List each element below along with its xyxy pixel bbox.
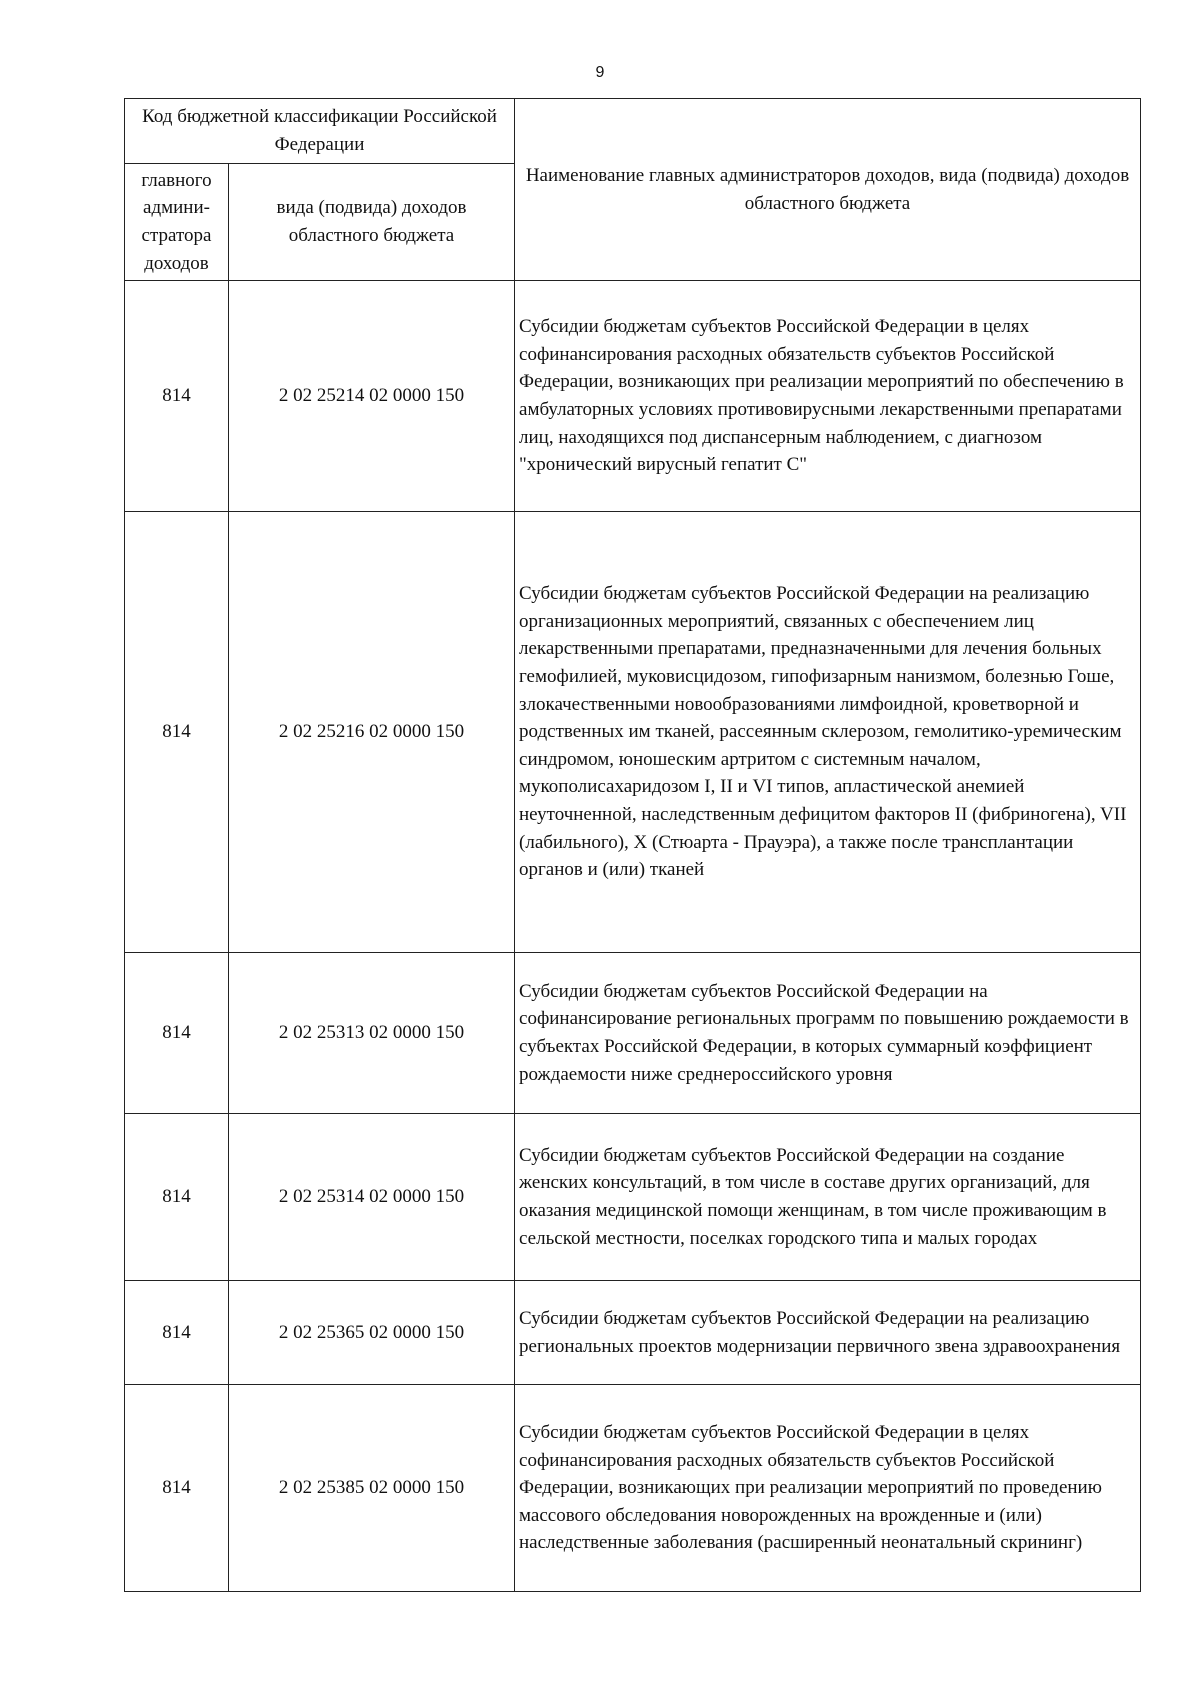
- income-code-cell: 2 02 25365 02 0000 150: [229, 1281, 515, 1385]
- table-row: [125, 1385, 1141, 1592]
- income-name-cell: Субсидии бюджетам субъектов Российской Федерации на создание женских консультаций, в том числе в составе других организаций, для оказания медицинской помощи женщинам, в том числе проживающим в сельской местности, поселках городского типа и малых городах: [515, 1114, 1141, 1281]
- income-name-cell: Субсидии бюджетам субъектов Российской Федерации в целях софинансирования расходных обязательств субъектов Российской Федерации, возникающих при реализации мероприятий по проведению массового обследования новорожденных на врожденные и (или) наследственные заболевания (расширенный неонатальный скрининг): [515, 1385, 1141, 1592]
- income-name-cell: Субсидии бюджетам субъектов Российской Федерации на реализацию организационных мероприятий, связанных с обеспечением лиц лекарственными препаратами, предназначенными для лечения больных гемофилией, муковисцидозом, гипофизарным нанизмом, болезнью Гоше, злокачественными новообразованиями лимфоидной, кроветворной и родственных им тканей, рассеянным склерозом, гемолитико-уремическим синдромом, юношеским артритом с системным началом, мукополисахаридозом I, II и VI типов, апластической анемией неуточненной, наследственным дефицитом факторов II (фибриногена), VII (лабильного), X (Стюарта - Прауэра), а также после трансплантации органов и (или) тканей: [515, 512, 1141, 953]
- admin-code-cell: 814: [125, 281, 229, 512]
- table-row: [125, 1281, 1141, 1385]
- admin-code-cell: 814: [125, 1281, 229, 1385]
- admin-code-cell: 814: [125, 512, 229, 953]
- table-row: [125, 281, 1141, 512]
- income-name-cell: Субсидии бюджетам субъектов Российской Федерации в целях софинансирования расходных обязательств субъектов Российской Федерации, возникающих при реализации мероприятий по обеспечению в амбулаторных условиях противовирусными лекарственными препаратами лиц, находящихся под диспансерным наблюдением, с диагнозом "хронический вирусный гепатит С": [515, 281, 1141, 512]
- table-row: [125, 953, 1141, 1114]
- header-name-column: Наименование главных администраторов доходов, вида (подвида) доходов областного бюджета: [515, 99, 1141, 281]
- header-group-title: Код бюджетной классификации Российской Федерации: [125, 99, 515, 164]
- header-admin-column: главного админи-стратора доходов: [125, 164, 229, 281]
- admin-code-cell: 814: [125, 953, 229, 1114]
- header-code-column: вида (подвида) доходов областного бюджета: [229, 164, 515, 281]
- budget-classification-table: [124, 98, 1141, 1592]
- income-code-cell: 2 02 25314 02 0000 150: [229, 1114, 515, 1281]
- income-code-cell: 2 02 25216 02 0000 150: [229, 512, 515, 953]
- table-header: [125, 99, 1141, 281]
- admin-code-cell: 814: [125, 1114, 229, 1281]
- table-row: [125, 512, 1141, 953]
- income-code-cell: 2 02 25214 02 0000 150: [229, 281, 515, 512]
- page-number: 9: [595, 64, 605, 81]
- income-name-cell: Субсидии бюджетам субъектов Российской Федерации на реализацию региональных проектов модернизации первичного звена здравоохранения: [515, 1281, 1141, 1385]
- admin-code-cell: 814: [125, 1385, 229, 1592]
- income-name-cell: Субсидии бюджетам субъектов Российской Федерации на софинансирование региональных программ по повышению рождаемости в субъектах Российской Федерации, в которых суммарный коэффициент рождаемости ниже среднероссийского уровня: [515, 953, 1141, 1114]
- income-code-cell: 2 02 25313 02 0000 150: [229, 953, 515, 1114]
- table-row: [125, 1114, 1141, 1281]
- income-code-cell: 2 02 25385 02 0000 150: [229, 1385, 515, 1592]
